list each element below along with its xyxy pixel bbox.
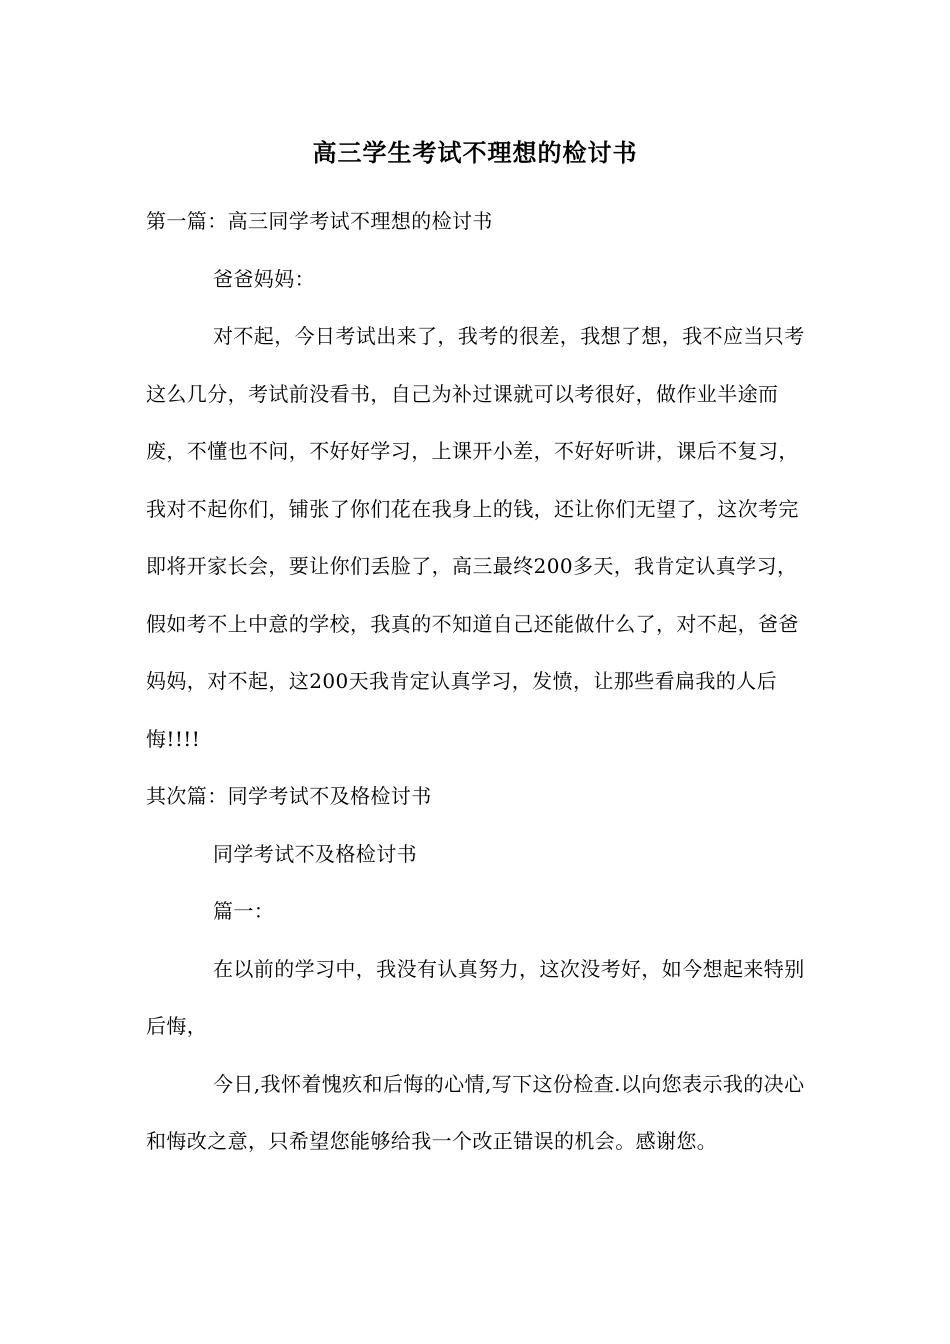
- paragraph-apology: 对不起，今日考试出来了，我考的很差，我想了想，我不应当只考这么几分，考试前没看书，自己为补过课就可以考很好，做作业半途而废，不懂也不问，不好好学习，上课开小差，不好好听讲，课后不复习，我对不起你们，铺张了你们花在我身上的钱，还让你们无望了，这次考完即将开家长会，要让你们丢脸了，高三最终200多天，我肯定认真学习，假如考不上中意的学校，我真的不知道自己还能做什么了，对不起，爸爸妈妈，对不起，这200天我肯定认真学习，发愤，让那些看扁我的人后悔!!!!: [146, 324, 805, 751]
- subtitle-second-article: 同学考试不及格检讨书: [213, 841, 417, 866]
- section-label: 篇一：: [213, 899, 275, 923]
- document-title: 高三学生考试不理想的检讨书: [312, 138, 638, 167]
- paragraph-regret: 在以前的学习中，我没有认真努力，这次没考好，如今想起来特别后悔，: [146, 956, 805, 1038]
- document-body: [146, 193, 810, 1171]
- salutation: 爸爸妈妈：: [213, 266, 315, 291]
- paragraph-resolution: 今日,我怀着愧疚和后悔的心情,写下这份检查.以向您表示我的决心和悔改之意，只希望您能够给我一个改正错误的机会。感谢您。: [146, 1071, 805, 1153]
- heading-first-article: 第一篇：高三同学考试不理想的检讨书: [146, 209, 493, 233]
- heading-second-article: 其次篇：同学考试不及格检讨书: [146, 784, 432, 808]
